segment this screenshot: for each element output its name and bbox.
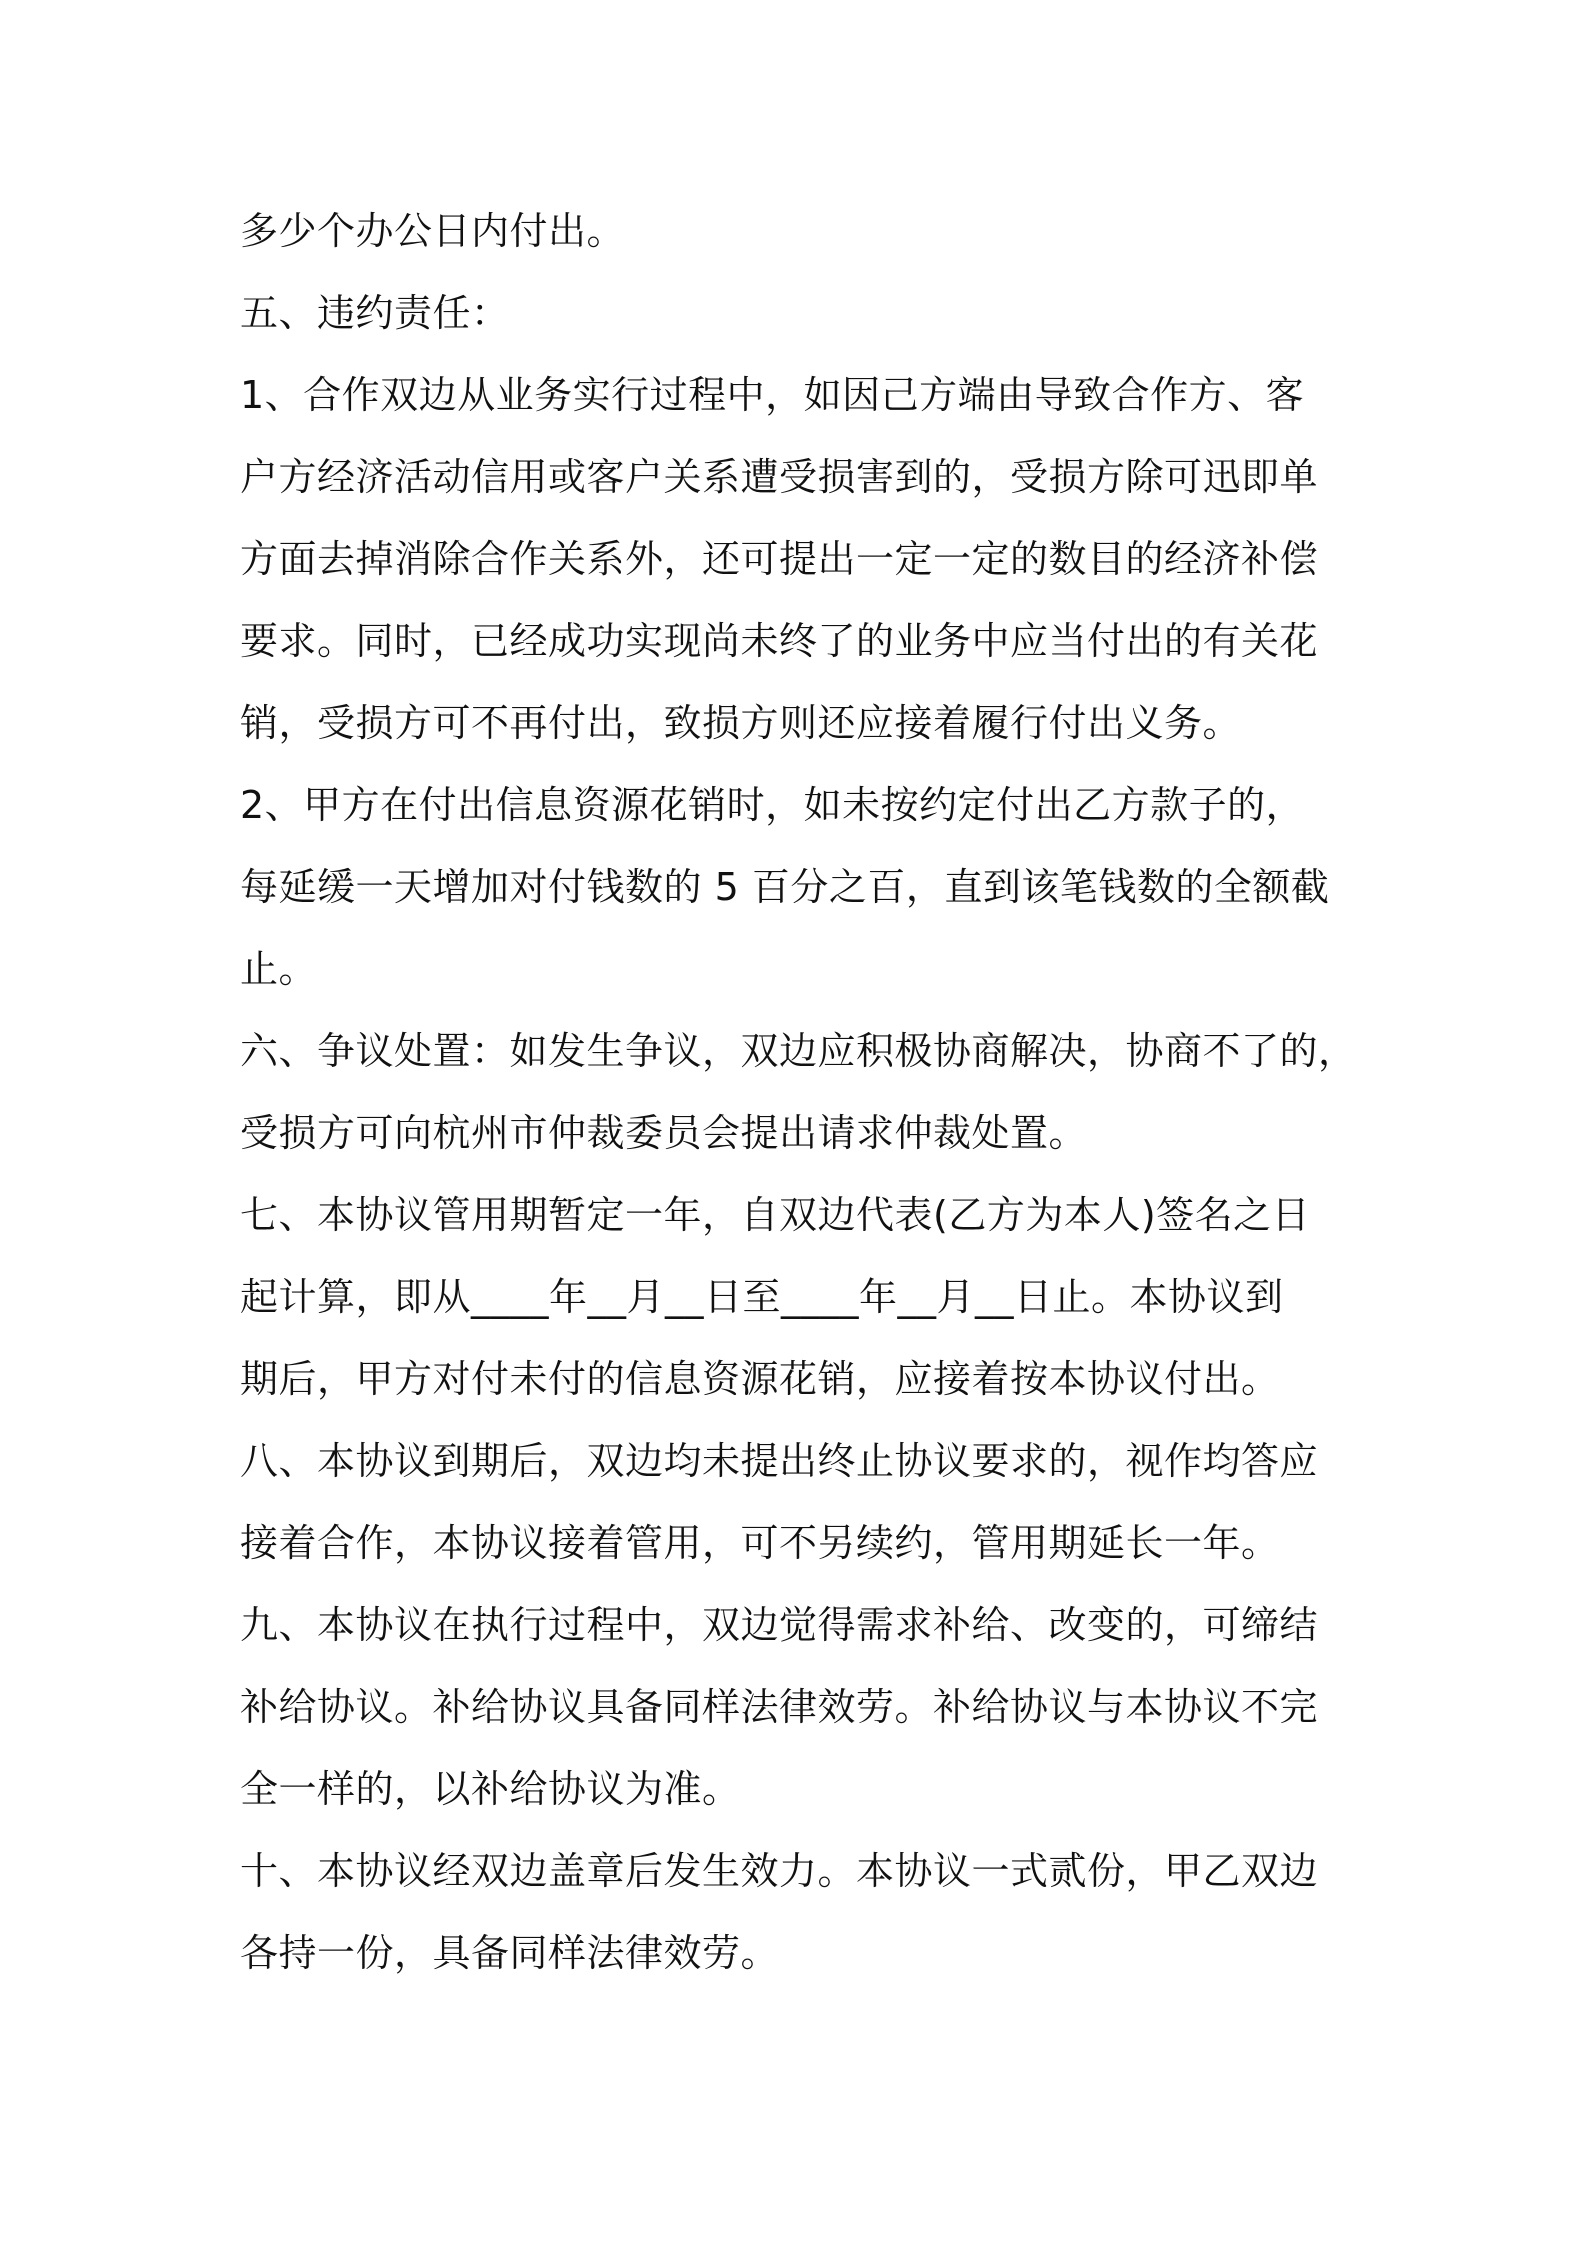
text-line: 户方经济活动信用或客户关系遭受损害到的，受损方除可迅即单 — [240, 455, 1319, 499]
text-line: 销，受损方可不再付出，致损方则还应接着履行付出义务。 — [240, 701, 1242, 745]
text-line: 方面去掉消除合作关系外，还可提出一定一定的数目的经济补偿 — [240, 537, 1319, 581]
text-line: 六、争议处置：如发生争议，双边应积极协商解决，协商不了的， — [240, 1029, 1357, 1073]
text-line: 全一样的，以补给协议为准。 — [240, 1767, 741, 1811]
text-line: 2、甲方在付出信息资源花销时，如未按约定付出乙方款子的， — [240, 783, 1305, 827]
text-line: 七、本协议管用期暂定一年，自双边代表(乙方为本人)签名之日 — [240, 1193, 1311, 1237]
text-line: 多少个办公日内付出。 — [240, 209, 626, 253]
text-line: 止。 — [240, 947, 318, 991]
text-line: 受损方可向杭州市仲裁委员会提出请求仲裁处置。 — [240, 1111, 1088, 1155]
text-line: 接着合作，本协议接着管用，可不另续约，管用期延长一年。 — [240, 1521, 1280, 1565]
text-line: 补给协议。补给协议具备同样法律效劳。补给协议与本协议不完 — [240, 1685, 1319, 1729]
text-line: 各持一份，具备同样法律效劳。 — [240, 1931, 780, 1975]
document-body — [240, 190, 1355, 1994]
text-line: 每延缓一天增加对付钱数的 5 百分之百，直到该笔钱数的全额截 — [240, 865, 1330, 909]
section-heading: 五、违约责任： — [240, 291, 510, 335]
text-line: 期后，甲方对付未付的信息资源花销，应接着按本协议付出。 — [240, 1357, 1280, 1401]
text-line: 1、合作双边从业务实行过程中，如因己方端由导致合作方、客 — [240, 373, 1305, 417]
text-line: 要求。同时，已经成功实现尚未终了的业务中应当付出的有关花 — [240, 619, 1319, 663]
text-line: 八、本协议到期后，双边均未提出终止协议要求的，视作均答应 — [240, 1439, 1319, 1483]
text-line: 十、本协议经双边盖章后发生效力。本协议一式贰份，甲乙双边 — [240, 1849, 1319, 1893]
text-line: 起计算，即从____年__月__日至____年__月__日止。本协议到 — [240, 1275, 1284, 1319]
text-line: 九、本协议在执行过程中，双边觉得需求补给、改变的，可缔结 — [240, 1603, 1319, 1647]
